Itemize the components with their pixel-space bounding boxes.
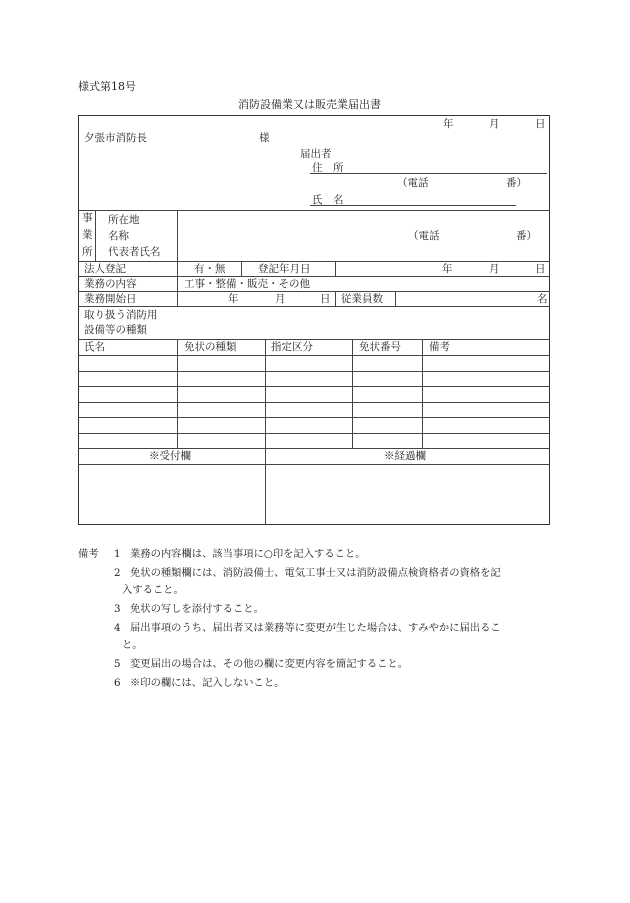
corp-date-label: 登記年月日	[258, 263, 311, 275]
rule	[78, 210, 550, 211]
office-representative-label: 代表者氏名	[108, 246, 161, 258]
note-6-text: ※印の欄には、記入しないこと。	[130, 677, 285, 689]
corp-day: 日	[535, 263, 546, 275]
employees-label: 従業員数	[341, 293, 383, 305]
license-header-type: 免状の種類	[184, 341, 237, 353]
name-label: 氏 名	[312, 194, 344, 206]
equipment-label-1: 取り扱う消防用	[84, 309, 158, 321]
note-2-text-cont: 入すること。	[122, 584, 184, 596]
address-label: 住 所	[312, 162, 344, 174]
rule	[177, 210, 178, 306]
note-1-text: 業務の内容欄は、該当事項に○印を記入すること。	[130, 548, 366, 560]
rule	[78, 306, 550, 307]
employees-unit: 名	[537, 293, 548, 305]
rule	[78, 433, 550, 434]
rule	[78, 386, 550, 387]
form-title: 消防設備業又は販売業届出書	[238, 98, 381, 111]
note-5-text: 変更届出の場合は、その他の欄に変更内容を簡記すること。	[130, 658, 409, 670]
form-number: 様式第18号	[78, 80, 136, 93]
rule	[395, 291, 396, 306]
honorific: 様	[259, 132, 270, 144]
rule	[335, 291, 336, 306]
start-day: 日	[320, 293, 331, 305]
note-3-num: 3	[114, 603, 121, 615]
rule	[78, 402, 550, 403]
rule	[335, 261, 336, 276]
rule	[78, 464, 550, 465]
header-month: 月	[489, 118, 500, 130]
start-month: 月	[275, 293, 286, 305]
rule	[95, 210, 96, 261]
license-header-name: 氏名	[84, 341, 105, 353]
rule	[265, 339, 266, 525]
license-header-remarks: 備考	[429, 341, 450, 353]
start-label: 業務開始日	[84, 293, 137, 305]
office-side-2: 業	[82, 229, 93, 241]
reception-progress-label: ※経過欄	[384, 450, 426, 462]
rule	[177, 339, 178, 448]
rule	[78, 276, 550, 277]
note-3-text: 免状の写しを添付すること。	[130, 603, 264, 615]
office-side-1: 事	[82, 212, 93, 224]
rule	[78, 371, 550, 372]
note-5-num: 5	[114, 658, 121, 670]
address-underline	[310, 173, 547, 174]
office-name-label: 名称	[108, 230, 129, 242]
phone-open: （電話	[397, 177, 429, 189]
corp-value: 有・無	[194, 263, 226, 275]
notifier-label: 届出者	[300, 148, 332, 160]
note-4-text: 届出事項のうち、届出者又は業務等に変更が生じた場合は、すみやかに届出るこ	[130, 622, 501, 634]
note-6-num: 6	[114, 677, 121, 689]
header-year: 年	[443, 118, 454, 130]
business-value: 工事・整備・販売・その他	[184, 278, 310, 290]
business-label: 業務の内容	[84, 278, 137, 290]
license-header-category: 指定区分	[271, 341, 313, 353]
office-phone-close: 番）	[516, 230, 537, 242]
equipment-label-2: 設備等の種類	[84, 324, 147, 336]
rule	[78, 339, 550, 340]
addressee: 夕張市消防長	[84, 132, 147, 144]
notes-heading: 備考	[78, 548, 99, 560]
note-2-text: 免状の種類欄には、消防設備士、電気工事士又は消防設備点検資格者の資格を記	[130, 567, 501, 579]
note-4-text-cont: と。	[122, 639, 143, 651]
rule	[78, 291, 550, 292]
rule	[241, 261, 242, 276]
office-phone-open: （電話	[408, 230, 440, 242]
corp-label: 法人登記	[84, 263, 126, 275]
phone-close: 番）	[506, 177, 527, 189]
corp-year: 年	[442, 263, 453, 275]
reception-received-label: ※受付欄	[149, 450, 191, 462]
rule	[352, 339, 353, 448]
rule	[422, 339, 423, 448]
corp-month: 月	[489, 263, 500, 275]
start-year: 年	[228, 293, 239, 305]
header-day: 日	[535, 118, 546, 130]
rule	[78, 261, 550, 262]
license-header-number: 免状番号	[359, 341, 401, 353]
office-side-3: 所	[82, 246, 93, 258]
rule	[78, 448, 550, 449]
note-2-num: 2	[114, 567, 121, 579]
rule	[78, 417, 550, 418]
rule	[78, 355, 550, 356]
office-location-label: 所在地	[108, 214, 140, 226]
note-4-num: 4	[114, 622, 121, 634]
note-1-num: 1	[114, 548, 121, 560]
